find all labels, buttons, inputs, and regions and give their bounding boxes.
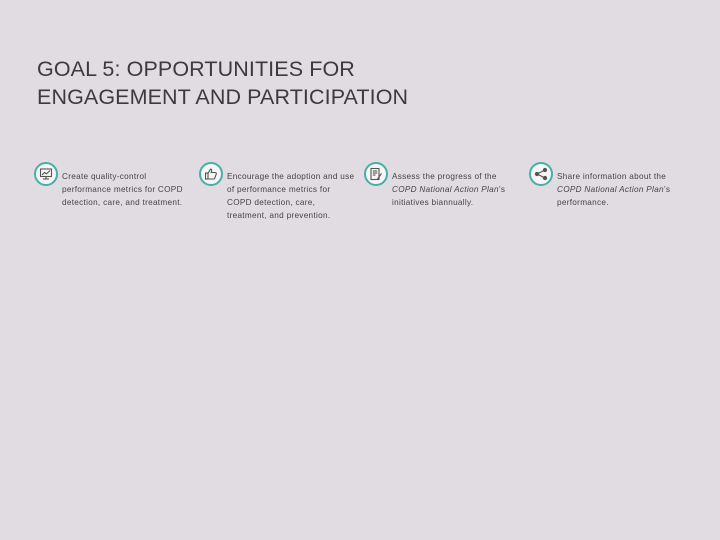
title-line-1: GOAL 5: OPPORTUNITIES FOR bbox=[37, 57, 355, 81]
document-edit-icon bbox=[364, 162, 388, 186]
goal-item-1 bbox=[34, 162, 194, 242]
goal-item-3 bbox=[364, 162, 524, 242]
goal-item-3-text bbox=[392, 170, 520, 209]
goal-item-4-plan-name: COPD National Action Plan bbox=[557, 185, 664, 194]
share-icon bbox=[529, 162, 553, 186]
goal-item-3-text-end: ’s initiatives biannually. bbox=[392, 185, 506, 207]
goal-item-4-text-start: Share information about the bbox=[557, 172, 667, 181]
title-line-2: ENGAGEMENT AND PARTICIPATION bbox=[37, 85, 409, 109]
goal-item-3-text-start: Assess the progress of the bbox=[392, 172, 497, 181]
chart-monitor-icon bbox=[34, 162, 58, 186]
goal-item-4-text-end: ’s performance. bbox=[557, 185, 671, 207]
goal-item-1-text: Create quality-control performance metrics for COPD detection, care, and treatment. bbox=[62, 172, 183, 207]
goal-item-2-text: Encourage the adoption and use of performance metrics for COPD detection, care, treatment, and prevention. bbox=[227, 172, 355, 220]
goal-item-2 bbox=[199, 162, 359, 242]
thumbs-up-icon bbox=[199, 162, 223, 186]
goal-item-4 bbox=[529, 162, 689, 242]
goal-item-3-plan-name: COPD National Action Plan bbox=[392, 185, 499, 194]
goal-item-4-text bbox=[557, 170, 685, 209]
slide-title bbox=[37, 55, 597, 111]
